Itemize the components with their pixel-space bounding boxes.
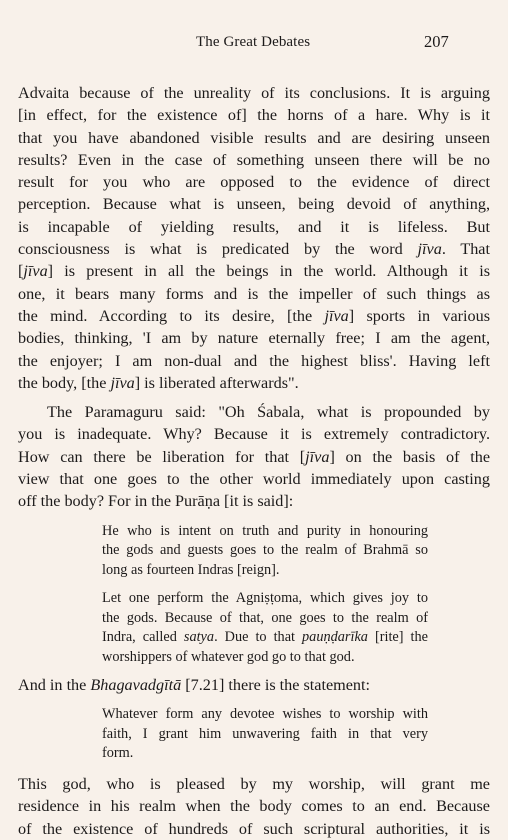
text-line: of the existence of hundreds of such scriptural authorities, it is: [18, 819, 490, 838]
text-line: the mind. According to its desire, [the jīva] sports in various: [18, 306, 490, 325]
text-line: And in the Bhagavadgītā [7.21] there is the statement:: [18, 676, 371, 695]
text-line: results? Even in the case of something unseen there will be no: [18, 150, 490, 169]
text-line: one, it bears many forms and is the impeller of such things as: [18, 284, 490, 303]
quote-line: the gods. Because of that, one goes to the realm of: [102, 609, 428, 626]
text-line: result for you who are opposed to the evidence of direct: [18, 173, 490, 192]
page-body: [18, 82, 490, 840]
text-line: How can there be liberation for that [jīva] on the basis of the: [18, 447, 490, 466]
text-line: the body, [the jīva] is liberated afterwards".: [18, 373, 299, 392]
quote-line: worshippers of whatever god go to that god.: [102, 648, 355, 665]
quote-line: Let one perform the Agniṣṭoma, which gives joy to: [102, 590, 428, 607]
quote-line: Whatever form any devotee wishes to worship with: [102, 706, 428, 723]
block-quote-1: [102, 522, 428, 581]
block-quote-2: [102, 589, 428, 667]
quote-line: He who is intent on truth and purity in honouring: [102, 522, 428, 539]
text-line: This god, who is pleased by my worship, will grant me: [18, 774, 490, 793]
text-line: off the body? For in the Purāṇa [it is said]:: [18, 492, 294, 511]
text-line: perception. Because what is unseen, being devoid of anything,: [18, 195, 490, 214]
page-number: 207: [424, 32, 449, 51]
text-line: residence in his realm when the body comes to an end. Because: [18, 797, 490, 816]
text-line: consciousness is what is predicated by the word jīva. That: [18, 240, 490, 259]
text-line: bodies, thinking, 'I am by nature eternally free; I am the agent,: [18, 329, 490, 348]
block-quote-3: [102, 705, 428, 764]
paragraph-4: [18, 773, 490, 840]
text-line: view that one goes to the other world immediately upon casting: [18, 470, 490, 489]
text-line: The Paramaguru said: "Oh Śabala, what is propounded by: [47, 403, 490, 422]
quote-line: form.: [102, 745, 134, 762]
paragraph-2: [18, 401, 490, 512]
quote-line: Indra, called satya. Due to that pauṇḍarīka [rite] the: [102, 629, 428, 646]
running-head: [0, 34, 508, 54]
text-line: [jīva] is present in all the beings in the world. Although it is: [18, 262, 490, 281]
quote-line: the gods and guests goes to the realm of Brahmā so: [102, 542, 428, 559]
quote-line: faith, I grant him unwavering faith in that very: [102, 725, 428, 742]
paragraph-3: [18, 674, 490, 696]
paragraph-1: [18, 82, 490, 394]
text-line: the enjoyer; I am non-dual and the highest bliss'. Having left: [18, 351, 490, 370]
text-line: is incapable of yielding results, and it is lifeless. But: [18, 217, 490, 236]
text-line: [in effect, for the existence of] the horns of a hare. Why is it: [18, 106, 490, 125]
running-title: The Great Debates: [196, 34, 311, 50]
text-line: Advaita because of the unreality of its conclusions. It is arguing: [18, 84, 490, 102]
quote-line: long as fourteen Indras [reign].: [102, 561, 280, 578]
text-line: that you have abandoned visible results and are desiring unseen: [18, 128, 490, 147]
text-line: you is inadequate. Why? Because it is extremely contradictory.: [18, 425, 490, 444]
